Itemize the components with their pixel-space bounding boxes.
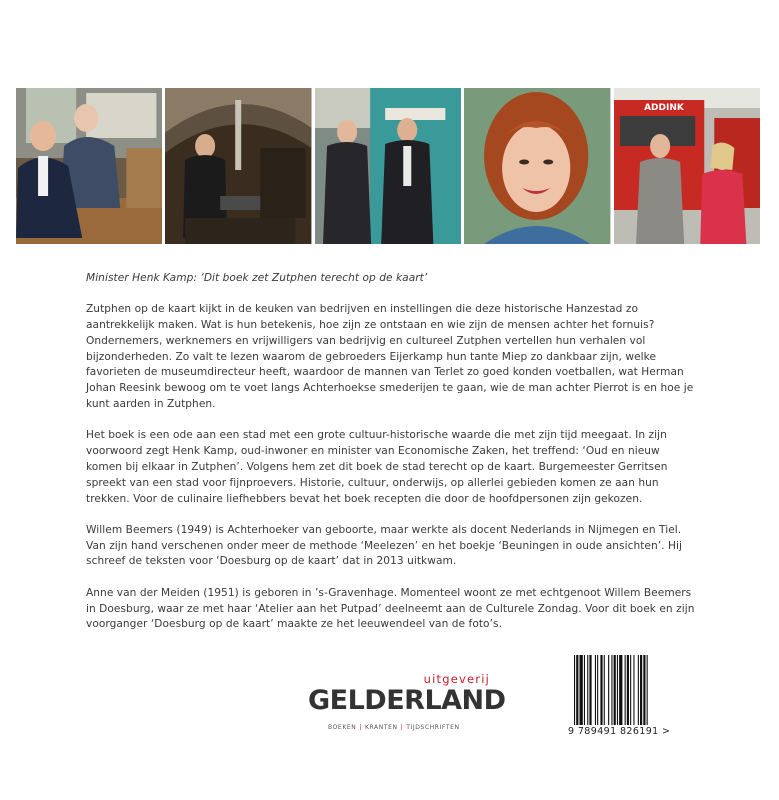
photo-factory [315,88,461,244]
publisher-name: GELDERLAND [308,685,506,716]
publisher-top-word: uitgeverij [423,672,490,686]
barcode-bar [643,655,645,725]
paragraph-author-beemers: Willem Beemers (1949) is Achterhoeker van geboorte, maar werkte als docent Nederlands in Nijmegen en Tiel. Van zijn hand verschenen onder meer de methode ‘Meelezen’ en het boekje ‘Beuningen in oude ansichten’. Hij schreef de teksten voor ‘Doesburg op de kaart’ dat in 2013 uitkwam. [86,523,683,568]
barcode-bar [576,655,578,725]
barcode-bar [611,655,612,725]
isbn-barcode [568,655,686,740]
photo-strip [16,88,760,244]
barcode-bar [625,655,626,725]
publisher-logo [308,672,506,734]
barcode-bar [647,655,648,725]
photo-woman-portrait [464,88,610,244]
barcode-bar [630,655,631,725]
isbn-digits: 9 789491 826191 [568,726,659,737]
barcode-number [568,726,686,737]
paragraph-intro: Zutphen op de kaart kijkt in de keuken van bedrijven en instellingen die deze historische Hanzestad zo aantrekkelijk maken. Wat is hun betekenis, hoe zijn ze ontstaan en wie zijn de mensen achter het fornuis? Ondernemers, werknemers en vrijwilligers van bedrijvig en cultureel Zutphen vertellen hun verhalen vol bijzonderheden. Zo valt te lezen waarom de gebroeders Eijerkamp hun tante Miep zo dankbaar zijn, welke favorieten de museumdirecteur heeft, waardoor de mannen van Terlet zo goed konden voetballen, wat Herman Johan Reesink bewoog om te voet langs Achterhoekse smederijen te gaan, wie de man achter Pierrot is en hoe je kunt aarden in Zutphen. [86,303,694,411]
publisher-tagline: BOEKEN | KRANTEN | TIJDSCHRIFTEN [328,724,460,731]
tagline-books: BOEKEN [328,724,357,731]
back-cover-text [86,271,698,649]
photo-trucks [614,88,760,244]
barcode-bar [633,655,634,725]
paragraph-author-vandermeiden: Anne van der Meiden (1951) is geboren in ’s-Gravenhage. Momenteel woont ze met echtgenoot Willem Beemers in Doesburg, waar ze met haar ‘Atelier aan het Putpad’ deelneemt aan de Culturele Zondag. Voor dit boek en zijn voorganger ‘Doesburg op de kaart’ maakte ze het leeuwendeel van de foto’s. [86,586,695,631]
barcode-bar [614,655,616,725]
barcode-bar [589,655,591,725]
barcode-bar [640,655,642,725]
barcode-bars [574,655,678,725]
barcode-bar [627,655,629,725]
minister-quote: Minister Henk Kamp: ‘Dit boek zet Zutphen terecht op de kaart’ [86,272,428,284]
barcode-bar [584,655,585,725]
tagline-newspapers: KRANTEN [364,724,398,731]
barcode-bar [597,655,598,725]
barcode-bar [600,655,602,725]
barcode-bar [638,655,639,725]
barcode-bar [574,655,575,725]
barcode-bar [587,655,588,725]
barcode-bar [608,655,609,725]
barcode-bar [580,655,583,725]
barcode-arrow: > [662,726,671,737]
paragraph-ode: Het boek is een ode aan een stad met een grote cultuur-historische waarde die met zijn tijd meegaat. In zijn voorwoord zegt Henk Kamp, oud-inwoner en minister van Economische Zaken, het treffend: ‘Oud en nieuw komen bij elkaar in Zutphen’. Volgens hem zet dit boek de stad terecht op de kaart. Burgemeester Gerritsen spreekt van een stad voor fijnproevers. Historie, cultuur, onderwijs, op allerlei gebieden komen ze aan hun trekken. Voor de culinaire liefhebbers bevat het boek recepten die door de hoofdpersonen zijn gekozen. [86,429,668,505]
tagline-magazines: TIJDSCHRIFTEN [406,724,460,731]
barcode-bar [595,655,596,725]
photo-two-men-sofa [16,88,162,244]
barcode-bar [617,655,618,725]
truck-name-text: ADDINK [643,103,684,113]
barcode-bar [604,655,605,725]
photo-cellar [165,88,311,244]
barcode-bar [619,655,622,725]
